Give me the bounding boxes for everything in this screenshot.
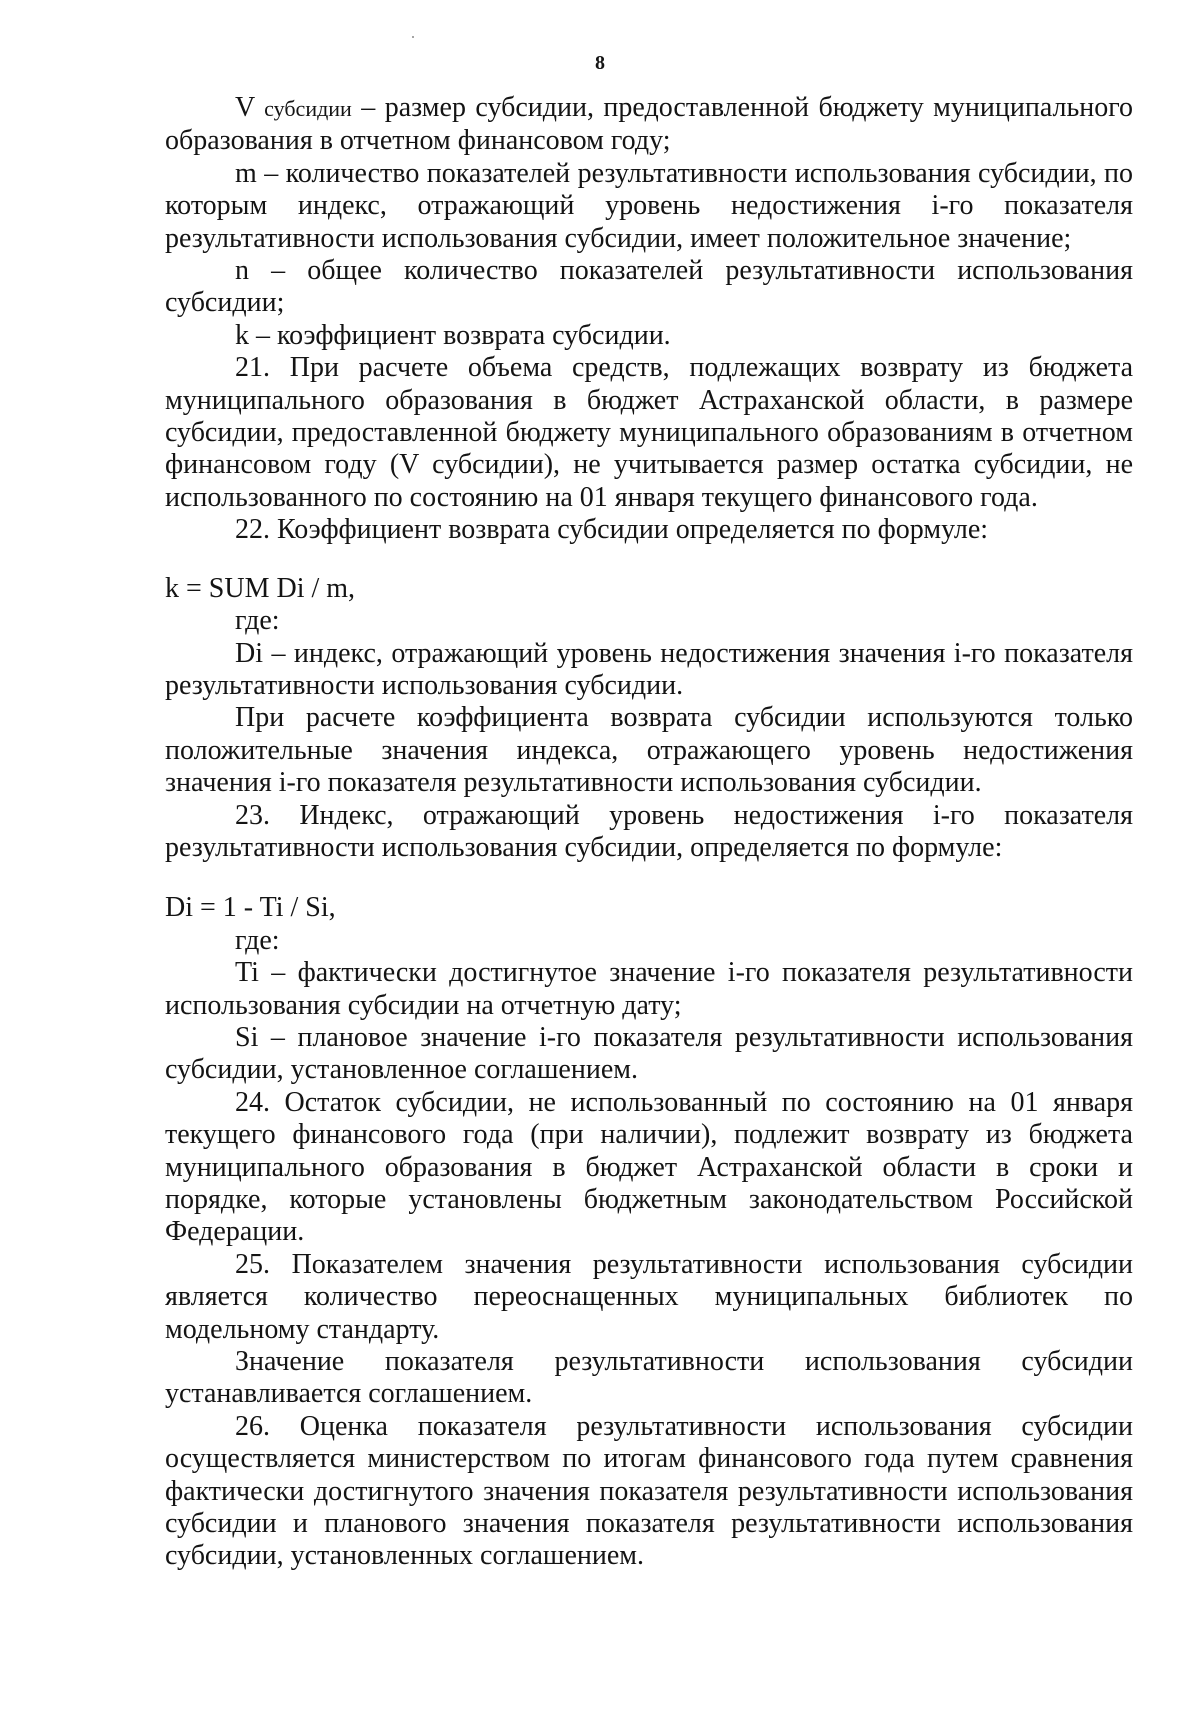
paragraph-m-definition: m – количество показателей результативности использования субсидии, по которым индекс, отражающий уровень недостижения i-го показателя результативности использования субсидии, имеет положительное значение; — [165, 157, 1133, 254]
where-label-1: где: — [235, 605, 280, 637]
formula-di: Di = 1 - Ti / Si, — [165, 892, 336, 924]
paragraph-clause-24: 24. Остаток субсидии, не использованный по состоянию на 01 января текущего финансового года (при наличии), подлежит возврату из бюджета муниципального образования в бюджет Астраханской области в сроки и порядке, которые установлены бюджетным законодательством Российской Федерации. — [165, 1086, 1133, 1248]
paragraph-clause-25: 25. Показателем значения результативности использования субсидии является количество переоснащенных муниципальных библиотек по модельному стандарту. — [165, 1248, 1133, 1345]
paragraph-indicator-value: Значение показателя результативности использования субсидии устанавливается соглашением. — [165, 1346, 1133, 1410]
paragraph-di-definition: Di – индекс, отражающий уровень недостижения значения i-го показателя результативности использования субсидии. — [165, 637, 1133, 701]
formula-k: k = SUM Di / m, — [165, 572, 356, 604]
page-number: 8 — [595, 52, 605, 74]
symbol-v: V — [235, 92, 255, 123]
paragraph-si-definition: Si – плановое значение i-го показателя результативности использования субсидии, установленное соглашением. — [165, 1021, 1133, 1086]
paragraph-v-subsidy-definition — [165, 92, 1133, 158]
v-subsidy-definition-text: – размер субсидии, предоставленной бюджету муниципального образования в отчетном финансовом году; — [165, 92, 1134, 157]
paragraph-clause-21: 21. При расчете объема средств, подлежащих возврату из бюджета муниципального образования в бюджет Астраханской области, в размере субсидии, предоставленной бюджету муниципального образованиям в отчетном финансовом году (V субсидии), не учитывается размер остатка субсидии, не использованного по состоянию на 01 января текущего финансового года. — [165, 352, 1133, 513]
paragraph-clause-26: 26. Оценка показателя результативности использования субсидии осуществляется министерством по итогам финансового года путем сравнения фактически достигнутого значения показателя результативности использования субсидии и планового значения показателя результативности использования субсидии, установленных соглашением. — [165, 1410, 1133, 1572]
paragraph-clause-22: 22. Коэффициент возврата субсидии определяется по формуле: — [235, 514, 989, 546]
paragraph-clause-23: 23. Индекс, отражающий уровень недостижения i-го показателя результативности использования субсидии, определяется по формуле: — [165, 799, 1133, 863]
paragraph-positive-values-note: При расчете коэффициента возврата субсидии используются только положительные значения индекса, отражающего уровень недостижения значения i-го показателя результативности использования субсидии. — [165, 702, 1133, 799]
scan-speck — [412, 36, 414, 38]
symbol-v-subscript: субсидии — [264, 96, 352, 121]
paragraph-k-definition: k – коэффициент возврата субсидии. — [235, 319, 671, 351]
paragraph-n-definition: n – общее количество показателей результативности использования субсидии; — [165, 255, 1133, 319]
paragraph-ti-definition: Ti – фактически достигнутое значение i-го показателя результативности использования субсидии на отчетную дату; — [165, 957, 1133, 1021]
where-label-2: где: — [235, 924, 280, 956]
document-body — [165, 92, 1133, 1573]
